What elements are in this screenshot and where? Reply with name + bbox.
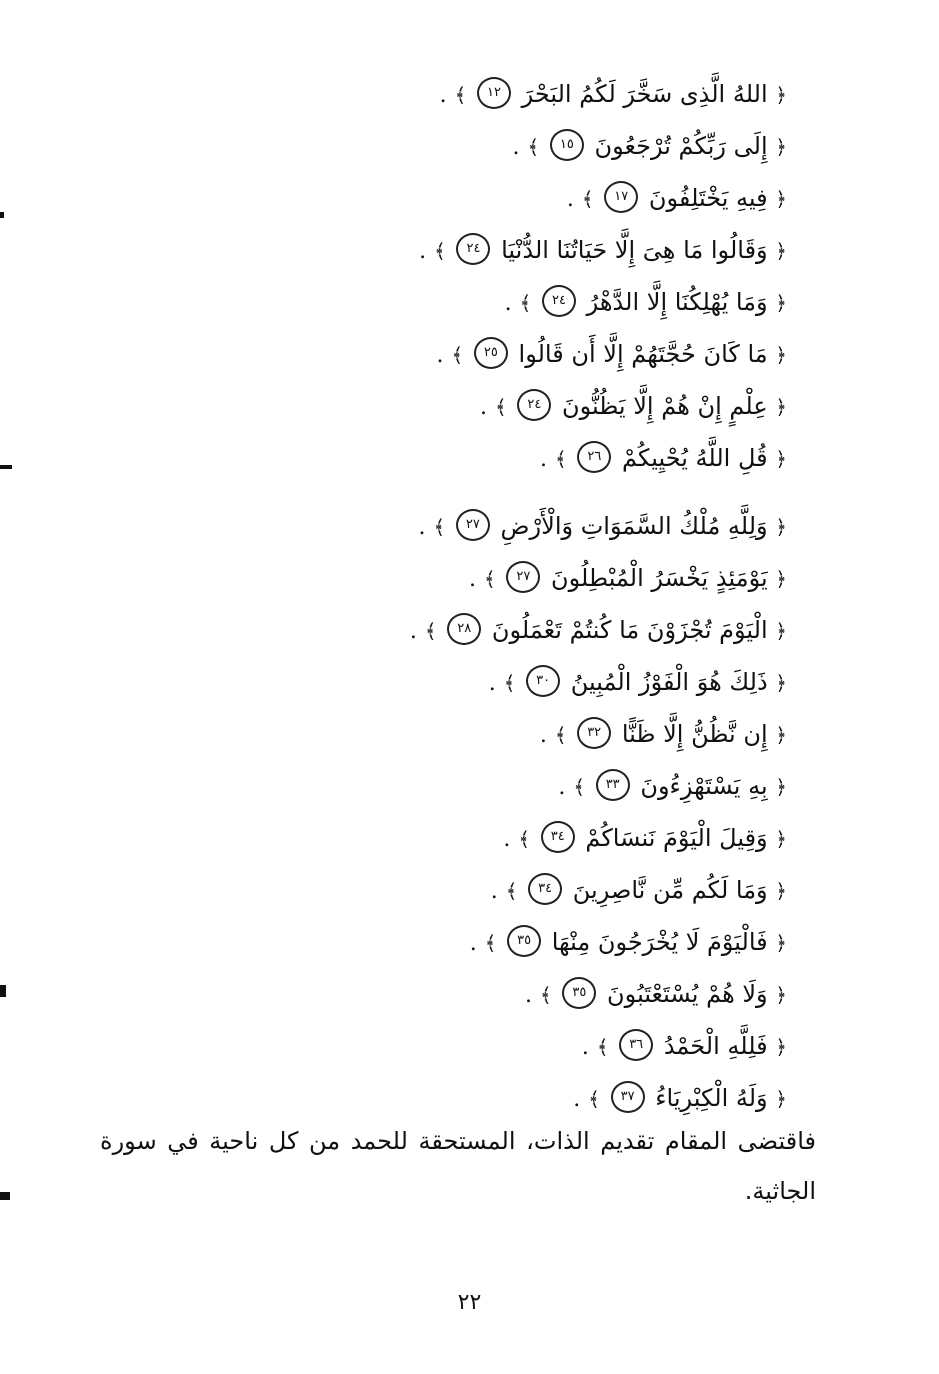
verse-text: اللهُ الَّذِى سَخَّرَ لَكُمُ البَحْرَ — [521, 80, 768, 108]
verse-line — [227, 120, 787, 172]
verse-period: . — [409, 619, 417, 644]
close-bracket: ﴾ — [424, 619, 437, 643]
verse-period: . — [573, 1087, 581, 1112]
verse-period: . — [539, 723, 547, 748]
open-bracket: ﴿ — [775, 567, 787, 591]
verse-text: عِلْمٍ إِنْ هُمْ إِلَّا يَظُنُّونَ — [561, 392, 768, 420]
verse-text: فَلِلَّهِ الْحَمْدُ — [663, 1032, 768, 1060]
close-bracket: ﴾ — [454, 83, 467, 107]
close-bracket: ﴾ — [434, 239, 446, 263]
ayah-number-marker: ٢٨ — [447, 613, 481, 645]
ayah-number-marker: ٣٥ — [562, 977, 596, 1009]
close-bracket: ﴾ — [433, 515, 446, 539]
verse-period: . — [504, 291, 512, 316]
close-bracket: ﴾ — [581, 187, 594, 211]
ayah-number-marker: ١٥ — [550, 129, 584, 161]
verse-line — [227, 328, 787, 380]
verse-line — [227, 432, 787, 484]
open-bracket: ﴿ — [775, 239, 787, 263]
verse-period: . — [540, 447, 548, 472]
verse-text: فَالْيَوْمَ لَا يُخْرَجُونَ مِنْهَا — [551, 928, 768, 956]
page-number: ٢٢ — [457, 1290, 482, 1315]
open-bracket: ﴿ — [775, 187, 787, 211]
verse-text: وَقَالُوا مَا هِىَ إِلَّا حَيَاتُنَا الدُّنْيَا — [501, 236, 768, 264]
close-bracket: ﴾ — [494, 395, 507, 419]
verse-period: . — [436, 343, 444, 368]
verse-list — [227, 68, 787, 1124]
verse-period: . — [558, 775, 566, 800]
verse-line — [227, 552, 787, 604]
verse-line — [227, 968, 787, 1020]
scan-edge-mark — [0, 1192, 10, 1200]
open-bracket: ﴿ — [775, 395, 787, 419]
verse-period: . — [469, 567, 477, 592]
ayah-number-marker: ٣٤ — [541, 821, 575, 853]
verse-text: وَمَا يُهْلِكُنَا إِلَّا الدَّهْرُ — [586, 288, 768, 316]
verse-line — [227, 916, 787, 968]
ayah-number-marker: ٢٥ — [474, 337, 508, 369]
verse-text: وَلَا هُمْ يُسْتَعْتَبُونَ — [607, 980, 768, 1008]
verse-text: ذَلِكَ هُوَ الْفَوْزُ الْمُبِينُ — [570, 668, 768, 696]
verse-line — [227, 656, 787, 708]
verse-period: . — [566, 187, 574, 212]
verse-text: وَلَهُ الْكِبْرِيَاءُ — [655, 1084, 768, 1112]
ayah-number-marker: ٢٧ — [506, 561, 540, 593]
open-bracket: ﴿ — [775, 879, 787, 903]
open-bracket: ﴿ — [775, 671, 787, 695]
verse-line — [227, 812, 787, 864]
open-bracket: ﴿ — [775, 291, 787, 315]
verse-line — [227, 1020, 787, 1072]
ayah-number-marker: ٢٤ — [542, 285, 576, 317]
ayah-number-marker: ٢٧ — [456, 509, 490, 541]
verse-period: . — [439, 83, 447, 108]
verse-period: . — [469, 931, 477, 956]
verse-period: . — [488, 671, 496, 696]
close-bracket: ﴾ — [596, 1035, 609, 1059]
ayah-number-marker: ٣٣ — [596, 769, 630, 801]
scan-edge-mark — [0, 465, 12, 469]
verse-line — [227, 500, 787, 552]
ayah-number-marker: ١٧ — [604, 181, 638, 213]
open-bracket: ﴿ — [775, 775, 787, 799]
open-bracket: ﴿ — [775, 343, 787, 367]
close-bracket: ﴾ — [540, 983, 552, 1007]
open-bracket: ﴿ — [775, 135, 787, 159]
open-bracket: ﴿ — [775, 1035, 787, 1059]
verse-text: إِن نَّظُنُّ إِلَّا ظَنًّا — [621, 720, 768, 748]
open-bracket: ﴿ — [775, 723, 787, 747]
verse-period: . — [512, 135, 520, 160]
ayah-number-marker: ١٢ — [477, 77, 511, 109]
verse-line — [227, 172, 787, 224]
verse-line — [227, 864, 787, 916]
close-bracket: ﴾ — [451, 343, 464, 367]
verse-line — [227, 224, 787, 276]
open-bracket: ﴿ — [775, 1087, 787, 1111]
verse-period: . — [503, 827, 511, 852]
verse-period: . — [581, 1035, 589, 1060]
verse-text: فِيهِ يَخْتَلِفُونَ — [648, 184, 768, 212]
verse-line — [227, 380, 787, 432]
verse-line — [227, 708, 787, 760]
verse-line — [227, 68, 787, 120]
verse-text: يَوْمَئِذٍ يَخْسَرُ الْمُبْطِلُونَ — [551, 564, 768, 592]
close-bracket: ﴾ — [527, 135, 540, 159]
body-paragraph: فاقتضى المقام تقديم الذات، المستحقة للحمد من كل ناحية في سورة الجاثية. — [100, 1127, 816, 1205]
ayah-number-marker: ٢٦ — [577, 441, 611, 473]
open-bracket: ﴿ — [775, 827, 787, 851]
verse-text: إِلَى رَبِّكُمْ تُرْجَعُونَ — [594, 132, 768, 160]
scan-edge-mark — [0, 212, 4, 218]
ayah-number-marker: ٢٤ — [456, 233, 490, 265]
close-bracket: ﴾ — [505, 879, 518, 903]
verse-text: وَقِيلَ الْيَوْمَ نَنسَاكُمْ — [585, 824, 768, 852]
ayah-number-marker: ٣٧ — [611, 1081, 645, 1113]
verse-period: . — [418, 515, 426, 540]
ayah-number-marker: ٣٦ — [619, 1029, 653, 1061]
close-bracket: ﴾ — [588, 1087, 600, 1111]
open-bracket: ﴿ — [775, 983, 787, 1007]
open-bracket: ﴿ — [775, 447, 787, 471]
verse-period: . — [525, 983, 533, 1008]
close-bracket: ﴾ — [484, 931, 497, 955]
ayah-number-marker: ٣٥ — [507, 925, 541, 957]
scan-edge-mark — [0, 985, 6, 997]
verse-text: بِهِ يَسْتَهْزِءُونَ — [640, 772, 768, 800]
verse-line — [227, 276, 787, 328]
close-bracket: ﴾ — [518, 827, 531, 851]
close-bracket: ﴾ — [555, 447, 567, 471]
close-bracket: ﴾ — [573, 775, 586, 799]
close-bracket: ﴾ — [554, 723, 567, 747]
verse-period: . — [490, 879, 498, 904]
verse-text: قُلِ اللَّهُ يُحْيِيكُمْ — [622, 444, 768, 472]
open-bracket: ﴿ — [775, 83, 787, 107]
open-bracket: ﴿ — [775, 931, 787, 955]
close-bracket: ﴾ — [484, 567, 496, 591]
open-bracket: ﴿ — [775, 619, 787, 643]
ayah-number-marker: ٣٤ — [528, 873, 562, 905]
ayah-number-marker: ٣٠ — [526, 665, 560, 697]
close-bracket: ﴾ — [503, 671, 516, 695]
verse-line — [227, 604, 787, 656]
ayah-number-marker: ٣٢ — [577, 717, 611, 749]
verse-text: مَا كَانَ حُجَّتَهُمْ إِلَّا أَن قَالُوا — [518, 340, 768, 368]
verse-text: الْيَوْمَ تُجْزَوْنَ مَا كُنتُمْ تَعْمَلُونَ — [491, 616, 768, 644]
ayah-number-marker: ٢٤ — [517, 389, 551, 421]
verse-text: وَمَا لَكُم مِّن نَّاصِرِينَ — [572, 876, 768, 904]
open-bracket: ﴿ — [775, 515, 787, 539]
close-bracket: ﴾ — [519, 291, 532, 315]
verse-period: . — [479, 395, 487, 420]
verse-line — [227, 760, 787, 812]
verse-text: وَلِلَّهِ مُلْكُ السَّمَوَاتِ وَالْأَرْضِ — [500, 512, 768, 540]
verse-period: . — [419, 239, 427, 264]
